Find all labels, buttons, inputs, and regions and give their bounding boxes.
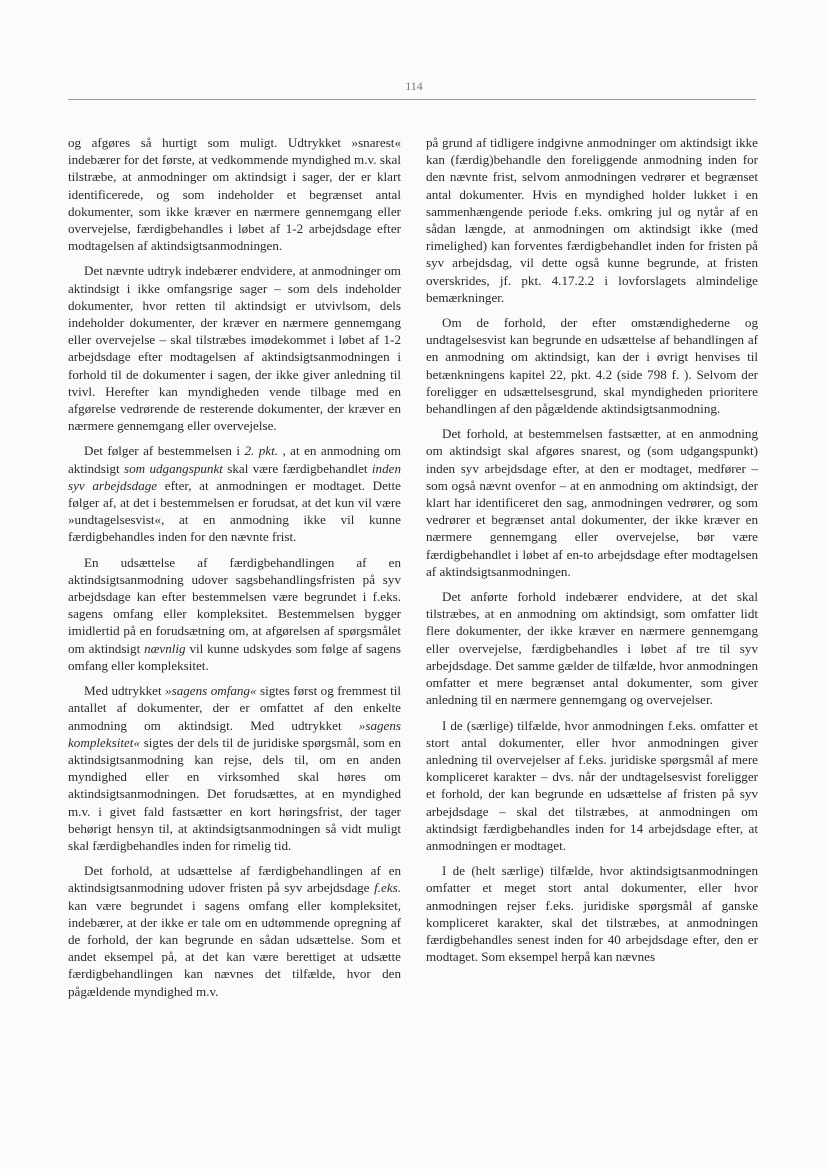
paragraph [426,717,758,855]
paragraph [68,262,401,434]
text-run: vil kunne udskydes som følge af sagens omfang eller kompleksitet. [68,640,401,673]
text-run: Det nævnte udtryk indebærer endvidere, at anmodninger om aktindsigt i ikke omfangsrige sager – som dels indeholder dokumenter, hvor retten til aktindsigt er utvivlsom, dels indeholder dokumenter, der kræver en nærmere gennemgang eller overvejelse – skal tilstræbes imødekommet i løbet af 1-2 arbejdsdage efter modtagelsen af aktindsigtsanmodningen i forhold til de dokumenter i sagen, der ikke giver anledning til tvivl. Herefter kan myndigheden vende tilbage med en afgørelse vedrørende de resterende dokumenter, der kræver en nærmere gennemgang eller overvejelse. [68,263,401,434]
italic-run: nævnlig [144,640,186,656]
text-run: Med udtrykket [84,683,166,699]
text-run: kan være begrundet i sagens omfang eller kompleksitet, indebærer, at der ikke er tale om en udtømmende opregning af de forhold, der kan begrunde en sådan udsættelse. Som et andet eksempel på, at det kan være berettiget at udsætte færdigbehandlingen kan nævnes det tilfælde, hvor den pågældende myndighed m.v. [68,897,401,999]
italic-run: 2. pkt. [244,443,278,459]
italic-run: f.eks. [374,880,401,896]
paragraph [426,862,758,965]
text-run: skal være færdigbehandlet [222,460,372,476]
text-run: på grund af tidligere indgivne anmodninger om aktindsigt ikke kan (færdig)behandle den foreliggende anmodning inden for den nævnte frist, selvom anmodningen vedrører et begrænset antal dokumenter. Hvis en myndighed holder lukket i en sammenhængende periode f.eks. omkring jul og nytår af en sådan længde, at anmodningen om aktindsigt ikke (med rimelighed) kan forventes færdigbehandlet inden for fristen på syv arbejdsdag, vil dette også kunne begrunde, at fristen overskrides, jf. pkt. 4.17.2.2 i lovforslagets almindelige bemærkninger. [426,135,758,305]
text-run: sigtes først og fremmest til antallet af dokumenter, der er omfattet af den enkelte anmodning om aktindsigt. Med udtrykket [68,683,401,733]
text-run: Det anførte forhold indebærer endvidere, at det skal tilstræbes, at en anmodning om aktindsigt, som omfatter lidt flere dokumenter, der ikke kræver en nærmere gennemgang eller overvejelse, færdigbehandles i løbet af tre til syv arbejdsdage. Det samme gælder de tilfælde, hvor anmodningen omfatter et mere begrænset antal dokumenter, som giver anledning til en nærmere gennemgang og overvejelser. [426,589,758,708]
paragraph [426,134,758,306]
paragraph [68,554,401,674]
paragraph [426,314,758,417]
italic-run: inden syv arbejdsdage [68,460,402,493]
italic-run: »sagens omfang« [165,683,257,699]
paragraph [68,442,401,545]
text-run: Om de forhold, der efter omstændighederne og undtagelsesvist kan begrunde en udsættelse af behandlingen af en anmodning om aktindsigt, kan der i øvrigt henvises til betænkningens kapitel 22, pkt. 4.2 (side 798 f. ). Selvom der foreligger en udsættelsesgrund, skal myndigheden prioritere behandlingen af den pågældende aktindsigtsanmodning. [426,315,758,417]
text-run: efter, at anmodningen er modtaget. Dette følger af, at det i bestemmelsen er forudsat, at det kun vil være »undtagelsesvist«, at en anmodning ikke vil kunne færdigbehandles inden for den nævnte frist. [68,477,401,545]
text-run: Det forhold, at udsættelse af færdigbehandlingen af en aktindsigtsanmodning udover fristen på syv arbejdsdage [68,863,401,896]
text-run: En udsættelse af færdigbehandlingen af en aktindsigtsanmodning udover sagsbehandlingsfristen på syv arbejdsdage kan efter bestemmelsen være begrundet i f.eks. sagens omfang eller kompleksitet. Bestemmelsen bygger imidlertid på en forudsætning om, at afgørelsen af spørgsmålet om aktindsigt [68,554,401,656]
text-run: Det forhold, at bestemmelsen fastsætter, at en anmodning om aktindsigt skal afgøres snarest, og (som udgangspunkt) inden syv arbejdsdage efter, at den er modtaget, medfører – som også nævnt ovenfor – at en anmodning om aktindsigt, der klart har identificeret den sag, anmodningen vedrører, og som vedrører et begrænset antal dokumenter, der ikke kræver en nærmere gennemgang eller overvejelse, bør være færdigbehandlet i løbet af en-to arbejdsdage efter modtagelsen af aktindsigtsanmodningen. [426,426,758,579]
text-run: sigtes der dels til de juridiske spørgsmål, som en aktindsigtsanmodning kan rejse, dels til, om en anden myndighed eller en virksomhed skal høres om aktindsigtsanmodningen. Det forudsættes, at en myndighed m.v. i givet fald fastsætter en kort høringsfrist, der tager behørigt hensyn til, at aktindsigtsanmodningen så vidt muligt skal færdigbehandles inden for rimelig tid. [68,734,401,853]
paragraph [426,588,758,708]
italic-run: som udgangspunkt [124,460,223,476]
paragraph [68,134,401,254]
text-run: og afgøres så hurtigt som muligt. Udtrykket »snarest« indebærer for det første, at vedkommende myndighed m.v. skal tilstræbe, at anmodninger om aktindsigt i sager, der er klart identificerede, og som indeholder et begrænset antal dokumenter, som ikke kræver en nærmere gennemgang eller overvejelse, færdigbehandles i løbet af 1-2 arbejdsdage efter modtagelsen af aktindsigtsanmodningen. [68,135,401,254]
left-column [68,134,401,1008]
paragraph [426,425,758,580]
text-run: I de (helt særlige) tilfælde, hvor aktindsigtsanmodningen omfatter et meget stort antal dokumenter, eller hvor anmodningen rejser f.eks. juridiske spørgsmål af ganske kompliceret karakter, skal det tilstræbes, at anmodningen færdigbehandles senest inden for 40 arbejdsdage efter, den er modtaget. Som eksempel herpå kan nævnes [426,863,758,965]
text-run: , at en anmodning om aktindsigt [68,443,401,476]
paragraph [68,862,401,1000]
right-column [426,134,758,973]
italic-run: »sagens kompleksitet« [68,717,401,750]
text-run: Det følger af bestemmelsen i [84,443,245,459]
text-run: I de (særlige) tilfælde, hvor anmodningen f.eks. omfatter et stort antal dokumenter, eller hvor anmodningen giver anledning til overvejelser af f.eks. juridiske spørgsmål af mere kompliceret karakter – dvs. når der undtagelsesvist foreligger et forhold, der kan begrunde en udsættelse af fristen på syv arbejdsdage – skal det tilstræbes, at anmodningen om aktindsigt færdigbehandles inden for 14 arbejdsdage efter, at anmodningen er modtaget. [426,717,758,853]
header-rule [68,99,756,100]
page-number: 114 [405,79,423,93]
paragraph [68,682,401,854]
